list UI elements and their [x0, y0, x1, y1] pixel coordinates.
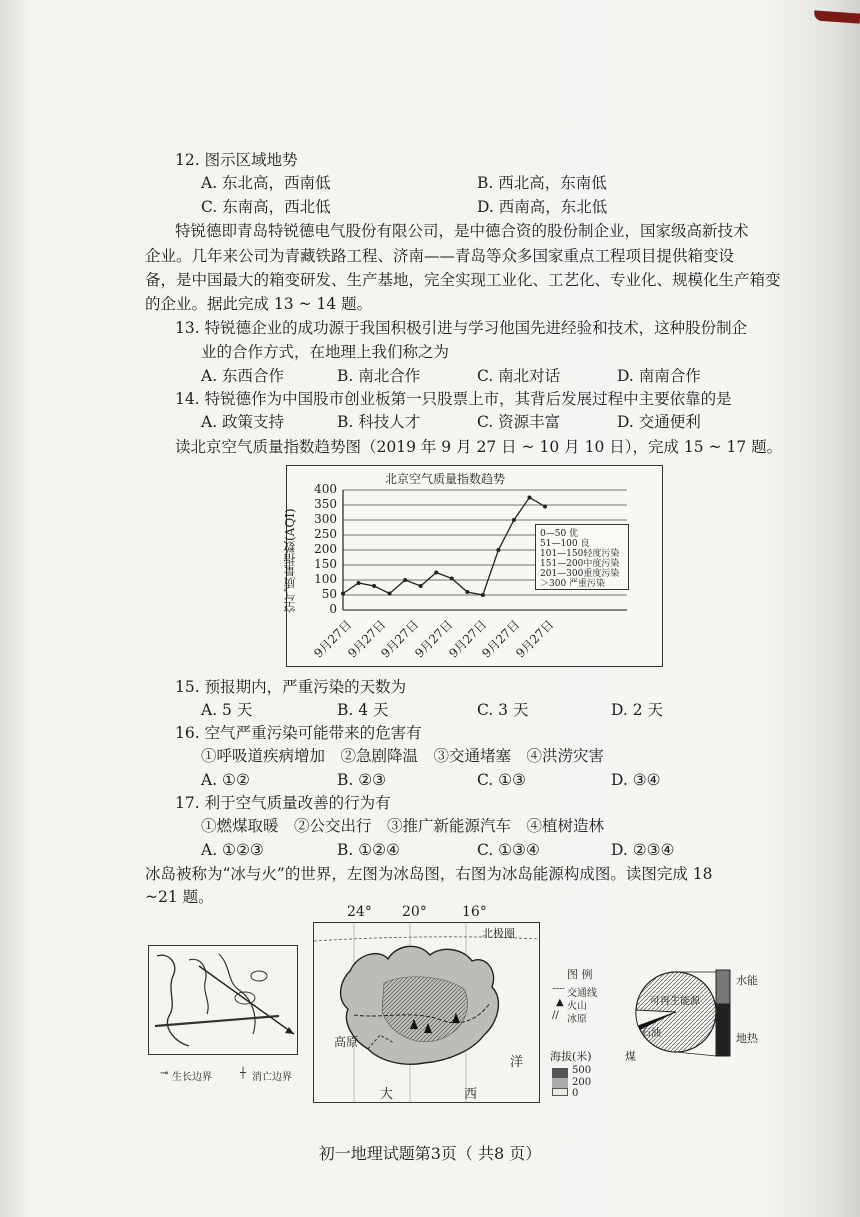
x-tick-label: 9月27日 — [378, 617, 422, 661]
intro-15-17: 读北京空气质量指数趋势图（2019 年 9 月 27 日 ~ 10 月 10 日），完成 15 ~ 17 题。 — [175, 438, 783, 456]
q14-option-d: D. 交通便利 — [617, 413, 701, 431]
legend-item: 51—100 良 — [540, 539, 590, 549]
aqi-point — [465, 590, 469, 594]
intro-18-21-line-1: 冰岛被称为“冰与火”的世界，左图为冰岛图，右图为冰岛能源构成图。读图完成 18 — [145, 865, 713, 883]
y-tick-label: 100 — [314, 572, 337, 586]
q13-stem-2: 业的合作方式，在地理上我们称之为 — [201, 343, 450, 361]
y-tick-label: 150 — [314, 557, 337, 571]
q16-option-d: D. ③④ — [611, 771, 661, 789]
legend-item: 0—50 优 — [540, 529, 579, 539]
q13-option-b: B. 南北合作 — [337, 367, 421, 385]
legend-item: 201—300重度污染 — [540, 569, 620, 579]
volcano-icon: ▲ — [556, 997, 564, 1008]
q17-option-b: B. ①②④ — [337, 841, 400, 859]
legend-item: ＞300 严重污染 — [540, 579, 606, 589]
q14-option-a: A. 政策支持 — [201, 413, 285, 431]
aqi-chart — [283, 465, 663, 667]
growth-boundary-icon: ⊸ — [160, 1068, 169, 1079]
q14-option-c: C. 资源丰富 — [477, 413, 561, 431]
glacier-icon: // — [552, 1010, 559, 1021]
legend-item: 151—200中度污染 — [540, 559, 620, 569]
q13-option-c: C. 南北对话 — [477, 367, 561, 385]
q13-option-a: A. 东西合作 — [201, 367, 285, 385]
aqi-point — [527, 496, 531, 500]
aqi-point — [372, 584, 376, 588]
aqi-point — [357, 581, 361, 585]
aqi-point — [481, 593, 485, 597]
aqi-point — [434, 571, 438, 575]
x-tick-label: 9月27日 — [445, 617, 489, 661]
x-tick-label: 9月27日 — [513, 617, 557, 661]
aqi-point — [388, 592, 392, 596]
plate-map-drawing — [149, 946, 297, 1054]
locator-legend-a: 生长边界 — [172, 1072, 212, 1083]
q15-stem: 15. 预报期内，严重污染的天数为 — [175, 678, 407, 696]
elevation-500: 500 — [572, 1065, 592, 1076]
x-tick-label: 9月27日 — [412, 617, 456, 661]
locator-legend-b: 消亡边界 — [252, 1072, 292, 1083]
y-tick-label: 350 — [314, 497, 337, 511]
lon-label-20: 20° — [402, 904, 427, 920]
q15-option-a: A. 5 天 — [201, 701, 253, 719]
q17-option-a: A. ①②③ — [201, 841, 264, 859]
aqi-point — [543, 505, 547, 509]
aqi-point — [496, 548, 500, 552]
label-renewable: 可再生能源 — [650, 996, 700, 1007]
aqi-point — [341, 592, 345, 596]
elevation-swatch-mid — [552, 1078, 568, 1088]
label-geothermal: 地热 — [736, 1032, 758, 1045]
aqi-point — [403, 578, 407, 582]
q17-stem: 17. 利于空气质量改善的行为有 — [175, 794, 391, 812]
q17-option-d: D. ②③④ — [611, 841, 675, 859]
elevation-0: 0 — [572, 1088, 579, 1099]
q12-option-c: C. 东南高，西北低 — [201, 198, 331, 216]
geothermal-bar — [716, 1004, 730, 1056]
highland-label: 高原 — [334, 1035, 359, 1049]
q12-option-a: A. 东北高，西南低 — [201, 174, 331, 192]
passage-line-1: 特锐德即青岛特锐德电气股份有限公司，是中德合资的股份制企业，国家级高新技术 — [175, 222, 749, 240]
aqi-legend — [535, 524, 629, 590]
y-tick-label: 250 — [314, 527, 337, 541]
hydro-bar — [716, 970, 730, 1004]
q15-option-d: D. 2 天 — [611, 701, 664, 719]
x-tick-label: 9月27日 — [479, 617, 523, 661]
ocean-label-b: 西 — [464, 1087, 478, 1102]
chart-ylabel: 空气质量指数(AQI) — [283, 508, 297, 614]
lon-label-24: 24° — [347, 904, 372, 920]
intro-18-21-line-2: ~21 题。 — [145, 888, 214, 906]
q14-stem: 14. 特锐德作为中国股市创业板第一只股票上市，其背后发展过程中主要依靠的是 — [175, 390, 732, 408]
ocean-label-c: 洋 — [510, 1055, 524, 1070]
q16-option-b: B. ②③ — [337, 771, 387, 789]
q12-option-b: B. 西北高，东南低 — [477, 174, 607, 192]
label-hydro: 水能 — [736, 974, 758, 987]
iceland-drawing — [314, 923, 539, 1102]
chart-title: 北京空气质量指数趋势 — [385, 472, 506, 486]
q12-option-d: D. 西南高，东北低 — [477, 198, 608, 216]
q16-items: ①呼吸道疾病增加 ②急剧降温 ③交通堵塞 ④洪涝灾害 — [201, 747, 605, 765]
aqi-point — [419, 584, 423, 588]
page-footer: 初一地理试题第3页（ 共8 页） — [318, 1144, 542, 1163]
energy-chart — [632, 966, 752, 1066]
subduction-boundary-icon: ┼ — [240, 1068, 247, 1079]
label-oil: 石油 — [641, 1028, 661, 1039]
q12-stem: 12. 图示区域地势 — [175, 151, 298, 169]
x-tick-label: 9月27日 — [344, 617, 388, 661]
q16-stem: 16. 空气严重污染可能带来的危害有 — [175, 724, 422, 742]
aqi-point — [512, 518, 516, 522]
y-tick-label: 300 — [314, 512, 337, 526]
q16-option-a: A. ①② — [201, 771, 250, 789]
q17-option-c: C. ①③④ — [477, 841, 540, 859]
q13-option-d: D. 南南合作 — [617, 367, 701, 385]
q17-items: ①燃煤取暖 ②公交出行 ③推广新能源汽车 ④植树造林 — [201, 817, 605, 835]
ocean-label-a: 大 — [380, 1087, 394, 1102]
x-tick-label: 9月27日 — [311, 617, 355, 661]
q15-option-c: C. 3 天 — [477, 701, 529, 719]
legend-glacier: 冰原 — [567, 1014, 587, 1025]
passage-line-2: 企业。几年来公司为青藏铁路工程、济南——青岛等众多国家重点工程项目提供箱变设 — [145, 247, 735, 265]
q14-option-b: B. 科技人才 — [337, 413, 421, 431]
label-coal: 煤 — [625, 1050, 636, 1063]
legend-volcano: 火山 — [567, 1001, 587, 1012]
iceland-map — [313, 922, 540, 1103]
q13-stem-1: 13. 特锐德企业的成功源于我国积极引进与学习他国先进经验和技术，这种股份制企 — [175, 319, 748, 337]
road-icon: ┈┈ — [552, 984, 565, 995]
y-tick-label: 400 — [314, 482, 337, 496]
aqi-point — [450, 577, 454, 581]
elevation-swatch-high — [552, 1068, 568, 1078]
elevation-200: 200 — [572, 1077, 592, 1088]
elevation-title: 海拔(米) — [550, 1050, 592, 1063]
plate-locator-map — [148, 945, 298, 1055]
q16-option-c: C. ①③ — [477, 771, 526, 789]
legend-item: 101—150轻度污染 — [540, 549, 620, 559]
legend-road: 交通线 — [567, 988, 597, 999]
y-tick-label: 200 — [314, 542, 337, 556]
passage-line-3: 备，是中国最大的箱变研发、生产基地，完全实现工业化、工艺化、专业化、规模化生产箱变 — [145, 271, 781, 289]
y-tick-label: 50 — [321, 587, 337, 601]
passage-line-4: 的企业。据此完成 13 ~ 14 题。 — [145, 295, 373, 313]
map-legend-title: 图 例 — [567, 968, 593, 981]
arctic-circle-label: 北极圈 — [482, 927, 515, 940]
q15-option-b: B. 4 天 — [337, 701, 389, 719]
lon-label-16: 16° — [462, 904, 487, 920]
elevation-swatch-low — [552, 1088, 568, 1096]
y-tick-label: 0 — [329, 602, 337, 616]
